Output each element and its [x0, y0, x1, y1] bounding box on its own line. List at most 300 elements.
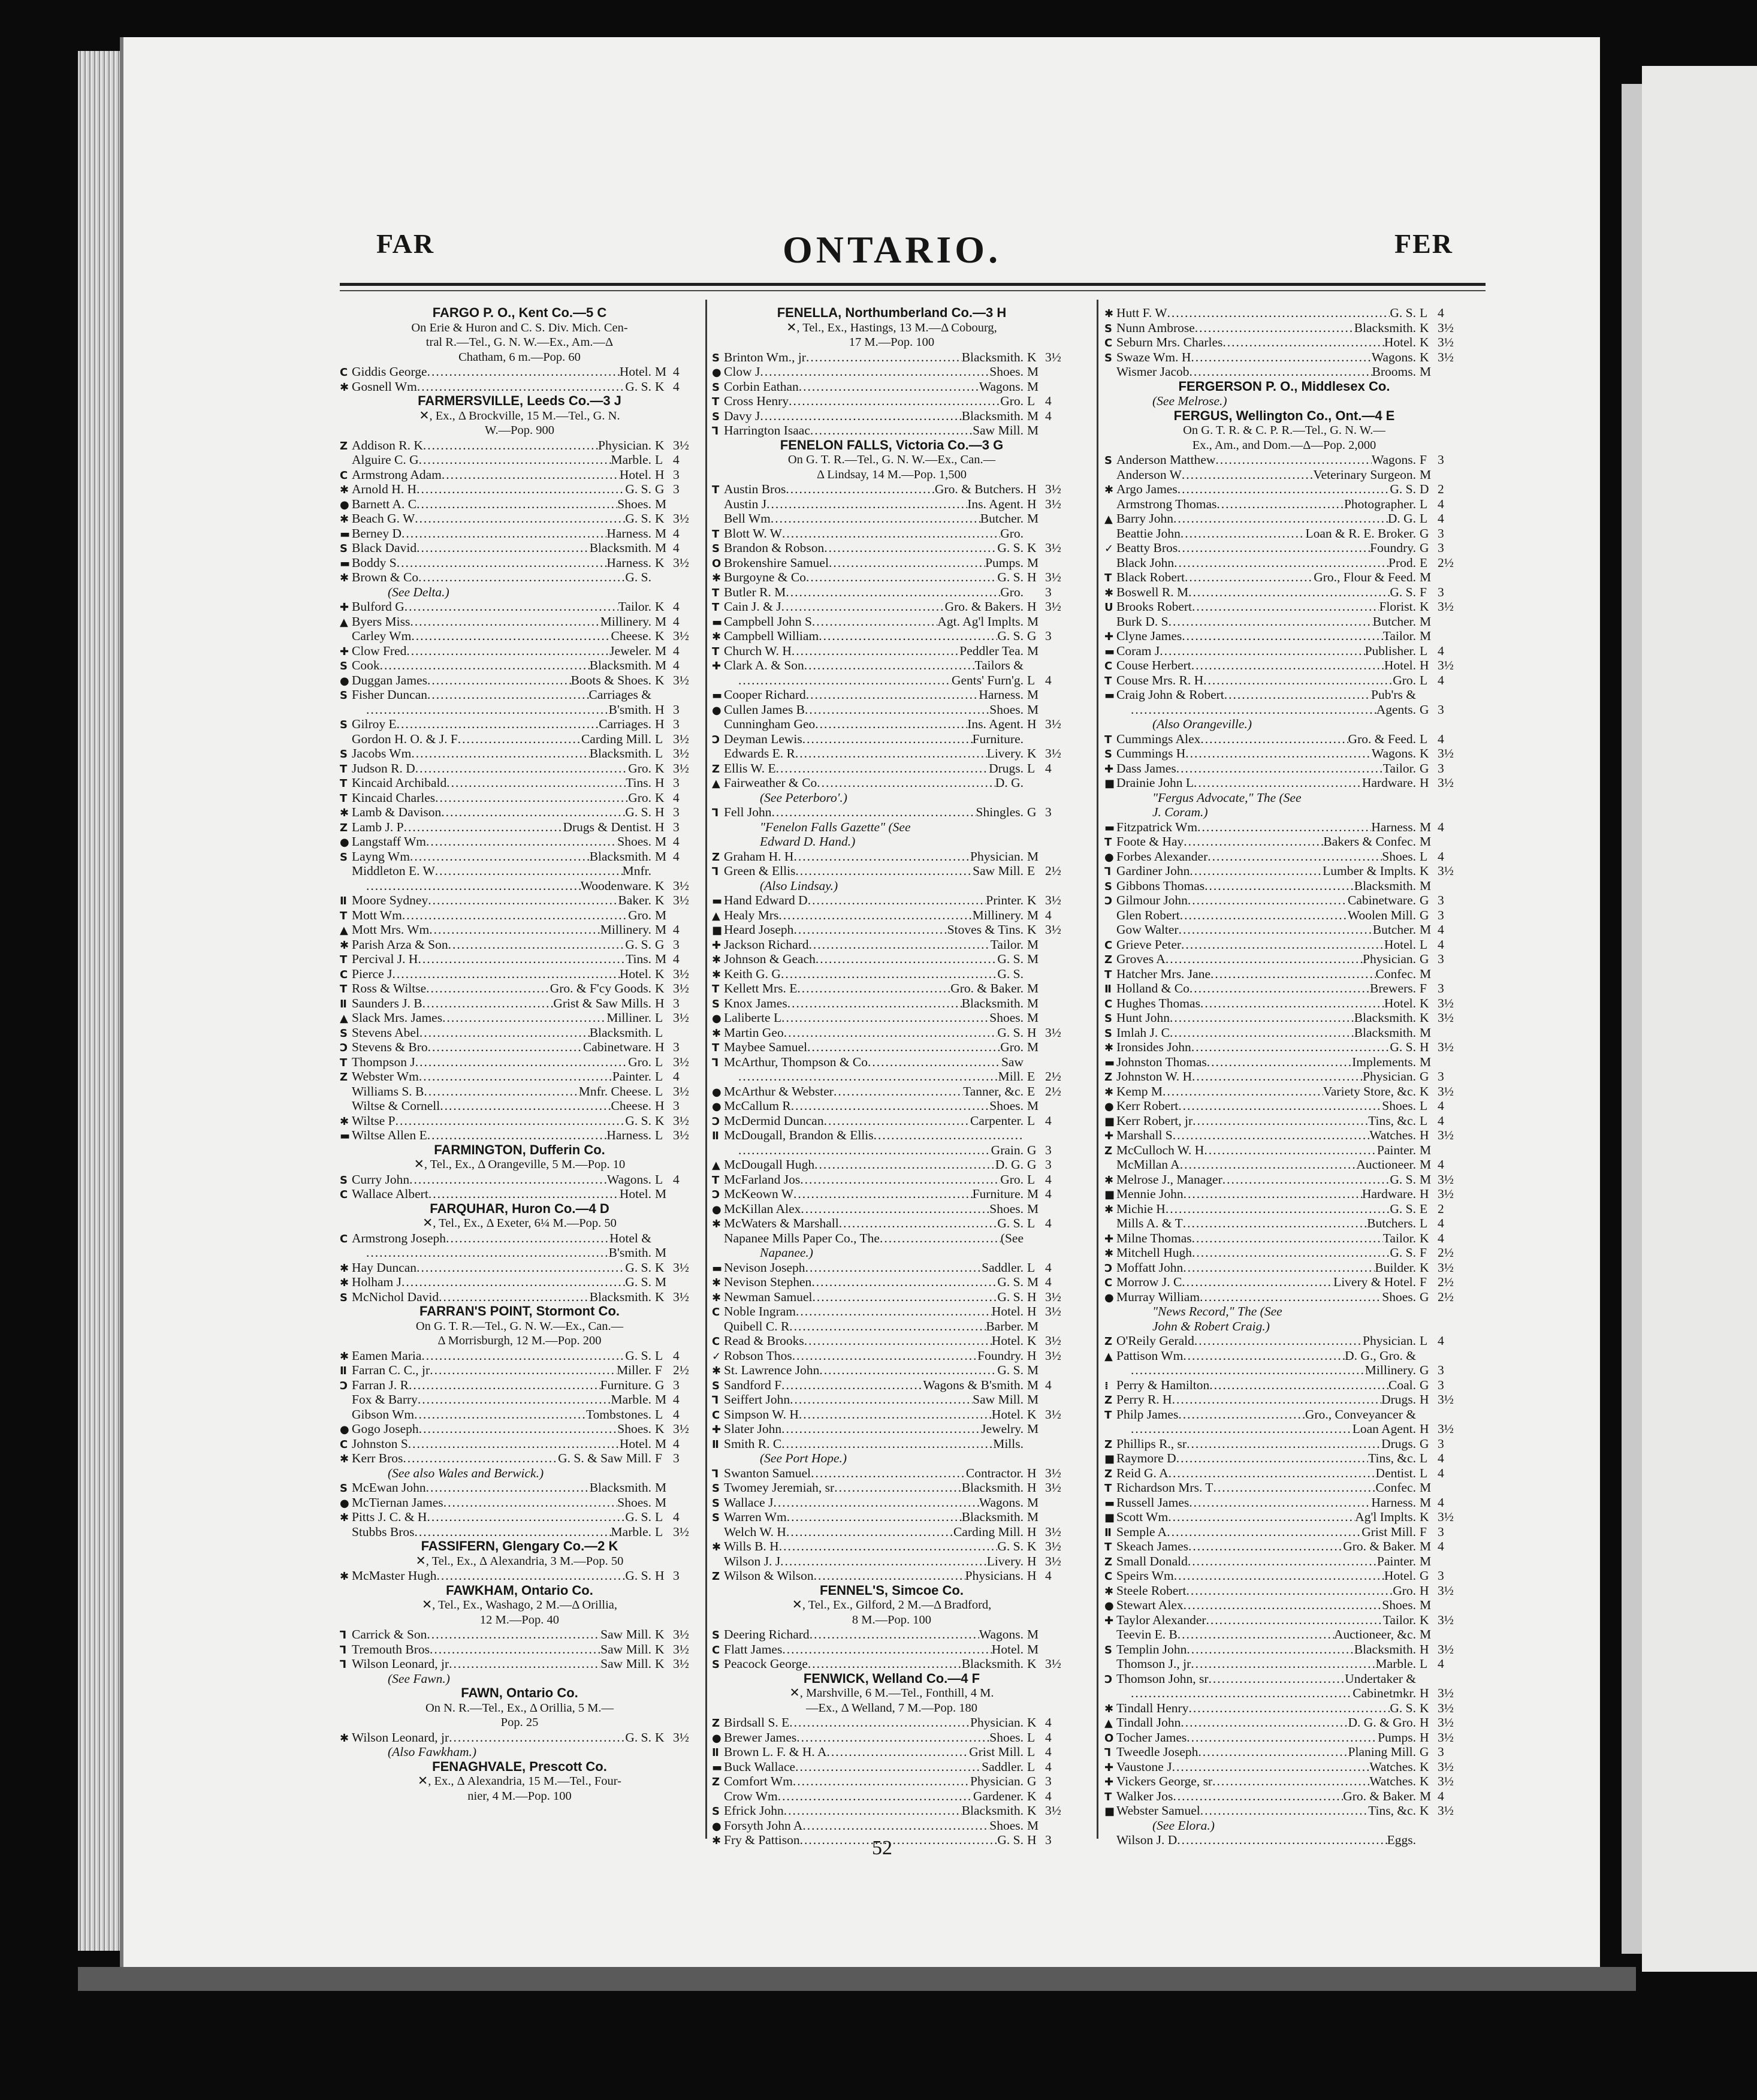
directory-entry — [712, 541, 1071, 556]
directory-entry — [712, 967, 1071, 982]
entry-credit: 3½ — [1045, 1539, 1061, 1553]
entry-rating: M — [1027, 952, 1039, 966]
trade-symbol-icon: ✱ — [1104, 307, 1114, 320]
directory-entry — [1104, 702, 1464, 717]
entry-credit: 3½ — [1438, 1510, 1454, 1524]
leader-dots — [1172, 1760, 1370, 1775]
trade-symbol-icon: Ⅱ — [712, 1438, 719, 1451]
entry-rating: M — [1027, 849, 1039, 864]
entry-business: G. S. — [997, 1216, 1024, 1230]
entry-rating: L — [655, 1069, 663, 1084]
trade-symbol-icon: C — [1104, 660, 1113, 672]
entry-credit: 2½ — [1045, 864, 1061, 878]
directory-entry — [1104, 1187, 1464, 1202]
entry-business: G. S. — [625, 570, 651, 584]
entry-rating: M — [655, 952, 667, 966]
entry-name: Mott Wm — [352, 907, 402, 922]
entry-business: Tins, &c. — [1368, 1803, 1416, 1818]
entry-rating: L — [1420, 1333, 1428, 1348]
entry-name: Slack Mrs. James — [352, 1010, 443, 1025]
leader-dots — [366, 879, 581, 894]
entry-name: Byers Miss — [352, 614, 410, 629]
entry-name: Wiltse P — [352, 1113, 396, 1128]
entry-rating: K — [1420, 746, 1429, 761]
entry-name: Gogo Joseph — [352, 1422, 419, 1436]
entry-name: Wilson Leonard, jr — [352, 1657, 449, 1671]
entry-business: Physician. — [970, 1774, 1024, 1788]
entry-rating: H — [1027, 1304, 1037, 1318]
entry-credit: 4 — [1438, 819, 1444, 834]
directory-entry — [712, 1745, 1071, 1760]
directory-entry — [712, 409, 1071, 424]
entry-credit: 3½ — [1438, 1803, 1454, 1818]
entry-rating: F — [1420, 1245, 1427, 1260]
entry-credit: 4 — [1045, 1377, 1052, 1392]
directory-entry — [712, 1539, 1071, 1554]
leader-dots — [795, 864, 973, 879]
entry-rating: L — [655, 452, 663, 467]
entry-business: G. S. — [625, 1260, 651, 1275]
entry-rating: K — [1420, 1803, 1429, 1818]
leader-dots — [419, 1069, 612, 1084]
directory-entry — [1104, 1025, 1464, 1040]
entry-name: Wallace Albert — [352, 1187, 428, 1201]
entry-business: Shoes. — [989, 702, 1024, 717]
directory-entry — [340, 629, 699, 644]
entry-rating: K — [655, 981, 665, 995]
entry-name: Black David — [352, 541, 417, 555]
entry-credit: 3 — [673, 1451, 680, 1465]
directory-entry — [712, 1363, 1071, 1378]
place-info: ✕, Marshville, 6 M.—Tel., Fonthill, 4 M. — [789, 1686, 994, 1700]
entry-business: Tanner, &c. — [963, 1084, 1024, 1099]
entry-rating: L — [1420, 496, 1428, 511]
entry-rating: H — [1027, 1568, 1037, 1583]
entry-name: Phillips R., sr — [1116, 1436, 1187, 1451]
entry-name: Armstrong Joseph — [352, 1230, 446, 1245]
leader-dots — [1177, 1833, 1387, 1848]
directory-entry — [340, 482, 699, 497]
directory-entry — [340, 820, 699, 835]
entry-name: Speirs Wm — [1116, 1568, 1174, 1583]
entry-rating: H — [655, 702, 665, 717]
entry-name: Mennie John — [1116, 1187, 1184, 1201]
trade-symbol-icon: S — [712, 1482, 720, 1495]
trade-symbol-icon: ✱ — [712, 630, 721, 643]
entry-rating: M — [1420, 1142, 1432, 1157]
directory-column-3 — [1104, 306, 1464, 1848]
leader-dots — [811, 1466, 966, 1481]
directory-entry — [340, 1495, 699, 1510]
directory-entry — [712, 746, 1071, 761]
leader-dots — [1169, 614, 1373, 629]
directory-entry — [1104, 599, 1464, 614]
entry-credit: 3½ — [1045, 1465, 1061, 1480]
entry-business: Shoes. — [989, 1730, 1024, 1745]
entry-rating: M — [655, 526, 667, 541]
entry-rating: K — [655, 1422, 665, 1436]
leader-dots — [415, 1055, 628, 1070]
leader-dots — [418, 952, 626, 967]
entry-rating: E — [1027, 864, 1036, 878]
leader-dots — [423, 438, 598, 453]
entry-name: Anderson Matthew — [1116, 452, 1216, 467]
entry-name: McKillan Alex — [724, 1201, 801, 1216]
entry-rating: M — [1027, 364, 1039, 379]
leader-dots — [427, 1627, 600, 1642]
trade-symbol-icon: S — [340, 1027, 348, 1040]
entry-name: Boddy S — [352, 555, 397, 570]
entry-rating: H — [1420, 1040, 1429, 1054]
leader-dots — [773, 1495, 979, 1510]
entry-name: Wilson & Wilson — [724, 1568, 814, 1583]
entry-rating: M — [1027, 1363, 1039, 1377]
directory-entry — [340, 556, 699, 571]
entry-credit: 3 — [1045, 1142, 1052, 1157]
entry-business: Hotel & — [609, 1230, 651, 1245]
entry-rating: K — [655, 629, 665, 643]
entry-name: Johnston Thomas — [1116, 1054, 1207, 1069]
leader-dots — [1185, 746, 1372, 761]
directory-entry — [1104, 1231, 1464, 1246]
leader-dots — [416, 497, 617, 512]
entry-business: Blacksmith. — [961, 408, 1024, 423]
trade-symbol-icon: ✱ — [1104, 1042, 1114, 1054]
entry-rating: G — [1420, 526, 1429, 541]
leader-dots — [789, 1319, 986, 1334]
entry-rating: K — [1420, 1230, 1429, 1245]
directory-entry — [1104, 1583, 1464, 1598]
trade-symbol-icon: ✱ — [1104, 586, 1114, 599]
directory-entry — [1104, 1745, 1464, 1760]
entry-credit: 4 — [1438, 1216, 1444, 1230]
trade-symbol-icon: ✱ — [1104, 1247, 1114, 1260]
entry-name: Gordon H. O. & J. F — [352, 731, 458, 746]
entry-business: Publisher. — [1364, 643, 1416, 658]
entry-credit: 3½ — [1438, 1084, 1454, 1099]
entry-credit: 2½ — [1438, 555, 1454, 570]
place-info: ✕, Ex., Δ Brockville, 15 M.—Tel., G. N. — [419, 409, 620, 423]
entry-business: Watches. — [1369, 1759, 1416, 1774]
entry-business: Dentist. — [1375, 1465, 1416, 1480]
leader-dots — [796, 1730, 989, 1745]
directory-entry — [340, 1348, 699, 1363]
entry-business: Blacksmith. — [589, 1025, 651, 1040]
entry-business: B'smith. — [608, 1245, 651, 1260]
entry-rating: G — [1420, 761, 1429, 776]
entry-credit: 3½ — [673, 555, 689, 570]
entry-rating: K — [655, 1260, 665, 1275]
trade-symbol-icon: S — [1104, 748, 1112, 761]
entry-rating: K — [1420, 864, 1429, 878]
leader-dots — [443, 1495, 618, 1510]
entry-rating: M — [1027, 1818, 1039, 1833]
entry-credit: 4 — [1438, 1113, 1444, 1128]
leader-dots — [781, 1378, 923, 1393]
entry-business: Tins, &c. — [1368, 1451, 1416, 1465]
entry-credit: 4 — [1438, 1157, 1444, 1172]
entry-credit: 3 — [673, 995, 680, 1010]
directory-entry — [1104, 732, 1464, 747]
entry-business: Shoes. — [1382, 1099, 1416, 1113]
directory-entry — [1104, 967, 1464, 982]
directory-entry — [1104, 1495, 1464, 1510]
entry-credit: 3½ — [1438, 320, 1454, 335]
entry-credit: 3½ — [1045, 599, 1061, 614]
directory-entry — [712, 1525, 1071, 1540]
directory-entry — [712, 761, 1071, 776]
entry-rating: F — [1420, 981, 1427, 995]
entry-credit: 3½ — [673, 1128, 689, 1142]
leader-dots — [1173, 1128, 1370, 1143]
leader-dots — [396, 1114, 626, 1129]
entry-name: Webster Wm — [352, 1069, 419, 1084]
leader-dots — [397, 717, 599, 732]
cross-reference: Edward D. Hand.) — [760, 834, 856, 849]
directory-entry — [1104, 585, 1464, 600]
trade-symbol-icon: S — [712, 1496, 720, 1510]
trade-symbol-icon: Z — [340, 439, 348, 452]
trade-symbol-icon: ▬ — [340, 1130, 351, 1142]
entry-name: Scott Wm — [1116, 1510, 1169, 1524]
entry-business: Blacksmith. — [1354, 1642, 1416, 1657]
trade-symbol-icon: T — [340, 1056, 348, 1069]
entry-name: McFarland Jos — [724, 1172, 801, 1187]
entry-business: Painter. — [612, 1069, 651, 1084]
entry-name: Kincaid Charles — [352, 790, 436, 805]
entry-name: Noble Ingram — [724, 1304, 796, 1318]
entry-name: Brokenshire Samuel — [724, 555, 829, 570]
trade-symbol-icon: S — [712, 351, 720, 364]
leader-dots — [416, 482, 625, 497]
entry-credit: 3½ — [1045, 1289, 1061, 1304]
entry-credit: 4 — [1438, 1657, 1444, 1671]
trade-symbol-icon: S — [1104, 1643, 1112, 1657]
entry-credit: 3½ — [673, 672, 689, 687]
trade-symbol-icon: ✱ — [712, 954, 721, 966]
entry-rating: M — [1420, 1054, 1432, 1069]
directory-entry — [1104, 1539, 1464, 1554]
directory-entry — [1104, 1598, 1464, 1613]
entry-rating: L — [1420, 1465, 1428, 1480]
directory-entry — [1104, 1378, 1464, 1393]
entry-credit: 3½ — [1438, 1172, 1454, 1187]
entry-credit: 3½ — [1045, 496, 1061, 511]
entry-credit: 3½ — [1438, 599, 1454, 614]
entry-rating: H — [1420, 1392, 1429, 1407]
entry-rating: H — [1420, 1686, 1429, 1700]
directory-entry — [712, 1010, 1071, 1025]
entry-business: Tins. — [626, 776, 651, 790]
entry-name: Brown L. F. & H. A — [724, 1745, 827, 1759]
entry-name: Fitzpatrick Wm — [1116, 819, 1198, 834]
entry-credit: 4 — [1045, 1172, 1052, 1187]
directory-entry — [340, 1099, 699, 1114]
leader-dots — [392, 967, 619, 982]
entry-rating: G — [1420, 1568, 1429, 1583]
leader-dots — [802, 732, 973, 747]
directory-entry — [712, 511, 1071, 526]
entry-name: Argo James — [1116, 482, 1178, 496]
entry-rating: L — [1420, 306, 1428, 320]
leader-dots — [1206, 1613, 1383, 1628]
entry-credit: 2½ — [673, 1363, 689, 1377]
entry-credit: 3½ — [1438, 335, 1454, 349]
entry-rating: M — [1027, 643, 1039, 658]
entry-credit: 3 — [673, 1099, 680, 1113]
trade-symbol-icon: Z — [1104, 954, 1113, 966]
leader-dots — [795, 1760, 982, 1775]
entry-business: G. S. — [997, 1289, 1024, 1304]
trade-symbol-icon: Z — [340, 821, 348, 834]
leader-dots — [793, 849, 970, 864]
directory-entry — [712, 423, 1071, 438]
entry-rating: H — [1027, 1348, 1037, 1363]
leader-dots — [1182, 1275, 1333, 1290]
entry-name: Newman Samuel — [724, 1289, 813, 1304]
entry-name: Walker Jos — [1116, 1788, 1173, 1803]
entry-business: Grist Mill. — [969, 1745, 1024, 1759]
directory-entry — [1104, 1260, 1464, 1275]
entry-name: Jacobs Wm — [352, 746, 412, 761]
entry-business: G. S. — [1390, 1172, 1416, 1187]
entry-name: Campbell John S — [724, 614, 812, 629]
directory-entry — [1104, 467, 1464, 482]
entry-business: Carriages. — [599, 717, 651, 731]
directory-entry — [712, 1568, 1071, 1583]
entry-name: Morrow J. C — [1116, 1275, 1182, 1289]
leader-dots — [1176, 1451, 1368, 1466]
entry-name: Seiffert John — [724, 1392, 790, 1407]
entry-name: Marshall S — [1116, 1128, 1173, 1142]
entry-business: Pub'rs & — [1371, 687, 1416, 702]
trade-symbol-icon: ✚ — [1104, 1232, 1114, 1245]
place-info: tral R.—Tel., G. N. W.—Ex., Am.—Δ — [425, 336, 614, 349]
trade-symbol-icon: C — [1104, 337, 1113, 349]
leader-dots — [1184, 1598, 1382, 1613]
directory-entry — [340, 834, 699, 849]
entry-name: Swaze Wm. H — [1116, 349, 1191, 364]
entry-name: Tweedle Joseph — [1116, 1745, 1198, 1759]
entry-credit: 3 — [673, 805, 680, 819]
directory-entry — [1104, 1055, 1464, 1070]
entry-business: Millinery. — [600, 614, 651, 629]
entry-business: Tombstones. — [586, 1407, 651, 1422]
entry-name: Raymore D — [1116, 1451, 1176, 1465]
entry-business: Shoes. — [1382, 1289, 1416, 1304]
directory-entry — [340, 599, 699, 614]
entry-rating: H — [655, 776, 665, 790]
trade-symbol-icon: ● — [1104, 1291, 1114, 1304]
directory-entry — [712, 1642, 1071, 1657]
entry-rating: G — [655, 482, 665, 496]
entry-rating: K — [655, 1657, 665, 1671]
entry-rating: K — [655, 1642, 665, 1657]
leader-dots — [416, 1260, 625, 1275]
entry-business: Hotel. — [1384, 335, 1416, 349]
leader-dots — [796, 1304, 992, 1319]
entry-credit: 2 — [1438, 1201, 1444, 1216]
entry-credit: 4 — [673, 1510, 680, 1524]
directory-entry — [340, 1055, 699, 1070]
entry-credit: 4 — [1045, 1745, 1052, 1759]
entry-name: Gibbons Thomas — [1116, 878, 1205, 893]
facing-page-edge — [1622, 84, 1642, 1954]
entry-business: Blacksmith. — [1354, 1010, 1416, 1025]
entry-rating: M — [1420, 1598, 1432, 1612]
entry-credit: 3 — [673, 776, 680, 790]
leader-dots — [1203, 673, 1393, 688]
entry-credit: 3½ — [1045, 1304, 1061, 1318]
entry-name: Forsyth John A — [724, 1818, 803, 1833]
trade-symbol-icon: ▲ — [1104, 1717, 1113, 1730]
directory-entry — [1104, 1510, 1464, 1525]
entry-name: Comfort Wm — [724, 1774, 793, 1788]
directory-entry — [1104, 1216, 1464, 1231]
directory-entry — [340, 1025, 699, 1040]
entry-credit: 3½ — [673, 966, 689, 981]
entry-rating: K — [1420, 599, 1429, 614]
leader-dots — [410, 849, 590, 864]
entry-business: Jeweler. — [609, 643, 651, 658]
place-info: ✕, Tel., Ex., Δ Orangeville, 5 M.—Pop. 10 — [413, 1158, 626, 1171]
trade-symbol-icon: ✱ — [1104, 1702, 1114, 1715]
entry-name: Alguire C. G — [352, 452, 419, 467]
entry-rating: L — [1420, 1451, 1428, 1465]
trade-symbol-icon: T — [1104, 836, 1112, 849]
directory-entry — [712, 981, 1071, 996]
entry-rating: H — [655, 995, 665, 1010]
entry-name: O'Reily Gerald — [1116, 1333, 1194, 1348]
trade-symbol-icon: T — [340, 777, 348, 790]
entry-business: Gro. & Butchers. — [934, 482, 1024, 496]
directory-entry — [1104, 1642, 1464, 1657]
trade-symbol-icon: ● — [712, 1085, 721, 1099]
directory-entry — [712, 1202, 1071, 1217]
entry-business: Shoes. — [989, 1201, 1024, 1216]
leader-dots — [1131, 1363, 1365, 1378]
entry-rating: M — [655, 364, 667, 379]
trade-symbol-icon: T — [340, 792, 348, 805]
entry-business: G. S. — [997, 966, 1024, 981]
entry-business: Shoes. — [617, 1422, 651, 1436]
directory-entry — [712, 1143, 1071, 1158]
entry-business: Milliner. — [606, 1010, 651, 1025]
entry-rating: K — [655, 966, 665, 981]
entry-credit: 3½ — [673, 1642, 689, 1657]
leader-dots — [1194, 1333, 1363, 1348]
directory-entry — [1104, 1627, 1464, 1642]
trade-symbol-icon: S — [1104, 880, 1112, 893]
leader-dots — [808, 1657, 962, 1671]
header-rule-thin — [340, 290, 1486, 291]
entry-name: Clow Fred — [352, 643, 407, 658]
entry-name: Gardiner John — [1116, 864, 1190, 878]
directory-entry — [340, 1187, 699, 1202]
leader-dots — [404, 820, 563, 835]
entry-business: Confec. — [1375, 1480, 1416, 1495]
leader-dots — [786, 482, 935, 497]
place-heading: FENNEL'S, Simcoe Co. — [820, 1583, 964, 1598]
trade-symbol-icon: C — [1104, 1277, 1113, 1289]
directory-entry — [1104, 893, 1464, 908]
entry-rating: K — [1420, 1010, 1429, 1025]
entry-business: Gro. — [1000, 394, 1024, 408]
directory-entry — [712, 893, 1071, 908]
place-heading: FENELON FALLS, Victoria Co.—3 G — [780, 437, 1004, 452]
entry-rating: H — [655, 819, 665, 834]
trade-symbol-icon: Z — [712, 1717, 720, 1730]
